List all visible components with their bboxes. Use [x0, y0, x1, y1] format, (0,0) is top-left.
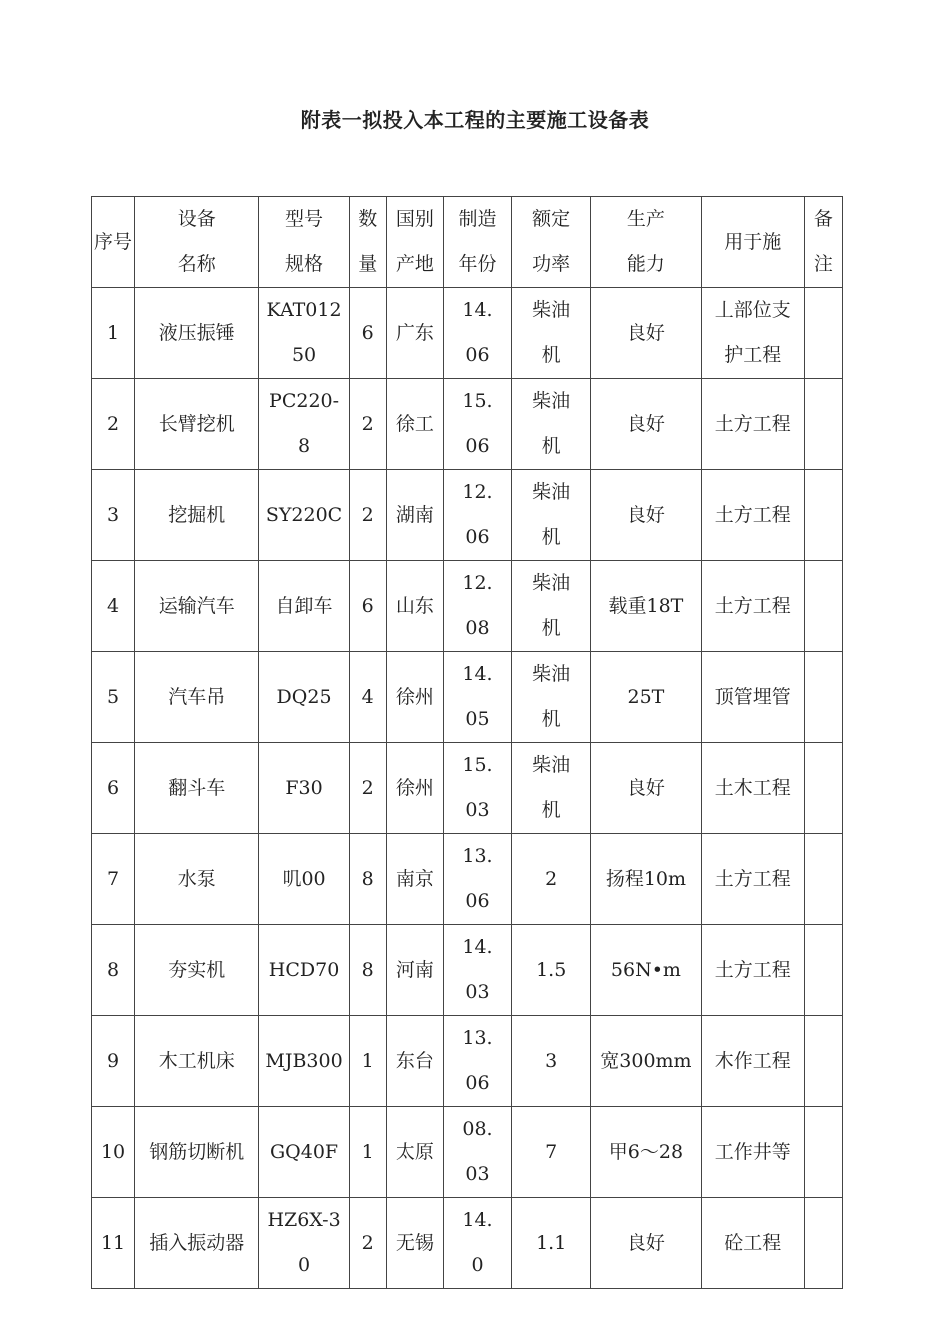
cell-usage: 土方工程: [701, 470, 804, 561]
cell-index: 6: [92, 743, 135, 834]
header-quantity: 数量: [349, 197, 386, 288]
cell-rated-power: 柴油机: [512, 652, 591, 743]
cell-origin: 东台: [386, 1016, 443, 1107]
cell-equipment-name: 水泵: [135, 834, 259, 925]
cell-index: 10: [92, 1107, 135, 1198]
header-rated-power: 额定功率: [512, 197, 591, 288]
cell-year: 15.03: [443, 743, 511, 834]
cell-capacity: 扬程10m: [591, 834, 701, 925]
cell-quantity: 1: [349, 1107, 386, 1198]
cell-origin: 徐州: [386, 743, 443, 834]
cell-index: 8: [92, 925, 135, 1016]
cell-year: 13.06: [443, 834, 511, 925]
cell-capacity: 甲6〜28: [591, 1107, 701, 1198]
table-row: [92, 1107, 843, 1198]
cell-rated-power: 2: [512, 834, 591, 925]
cell-index: 3: [92, 470, 135, 561]
cell-model: HCD70: [259, 925, 349, 1016]
table-row: [92, 743, 843, 834]
header-model: 型号规格: [259, 197, 349, 288]
cell-model: MJB300: [259, 1016, 349, 1107]
cell-remarks: [804, 561, 842, 652]
header-capacity: 生产能力: [591, 197, 701, 288]
page-title: 附表一拟投入本工程的主要施工设备表: [300, 108, 650, 132]
cell-capacity: 56N•m: [591, 925, 701, 1016]
table-row: [92, 470, 843, 561]
cell-equipment-name: 挖掘机: [135, 470, 259, 561]
cell-rated-power: 柴油机: [512, 379, 591, 470]
table-header-row: [92, 197, 843, 288]
cell-model: KAT01250: [259, 288, 349, 379]
cell-origin: 山东: [386, 561, 443, 652]
cell-origin: 湖南: [386, 470, 443, 561]
cell-index: 7: [92, 834, 135, 925]
cell-origin: 太原: [386, 1107, 443, 1198]
cell-quantity: 2: [349, 1198, 386, 1289]
cell-capacity: 良好: [591, 288, 701, 379]
cell-rated-power: 柴油机: [512, 561, 591, 652]
cell-year: 15.06: [443, 379, 511, 470]
cell-rated-power: 柴油机: [512, 743, 591, 834]
cell-remarks: [804, 288, 842, 379]
cell-equipment-name: 运输汽车: [135, 561, 259, 652]
equipment-table: [91, 196, 843, 1289]
cell-year: 12.06: [443, 470, 511, 561]
cell-usage: 土方工程: [701, 925, 804, 1016]
table-row: [92, 561, 843, 652]
cell-capacity: 良好: [591, 379, 701, 470]
cell-rated-power: 柴油机: [512, 288, 591, 379]
cell-quantity: 2: [349, 743, 386, 834]
cell-model: 叽00: [259, 834, 349, 925]
header-remarks: 备注: [804, 197, 842, 288]
cell-quantity: 8: [349, 925, 386, 1016]
cell-year: 14.03: [443, 925, 511, 1016]
cell-usage: 工作井等: [701, 1107, 804, 1198]
cell-remarks: [804, 743, 842, 834]
cell-rated-power: 7: [512, 1107, 591, 1198]
cell-year: 12.08: [443, 561, 511, 652]
cell-index: 2: [92, 379, 135, 470]
cell-remarks: [804, 470, 842, 561]
cell-capacity: 良好: [591, 743, 701, 834]
cell-model: SY220C: [259, 470, 349, 561]
cell-usage: 土方工程: [701, 561, 804, 652]
cell-quantity: 4: [349, 652, 386, 743]
cell-model: GQ40F: [259, 1107, 349, 1198]
cell-remarks: [804, 1016, 842, 1107]
cell-year: 14.06: [443, 288, 511, 379]
cell-rated-power: 1.5: [512, 925, 591, 1016]
header-year: 制造年份: [443, 197, 511, 288]
cell-year: 13.06: [443, 1016, 511, 1107]
cell-capacity: 宽300mm: [591, 1016, 701, 1107]
header-index: 序号: [92, 197, 135, 288]
cell-rated-power: 1.1: [512, 1198, 591, 1289]
table-row: [92, 288, 843, 379]
cell-equipment-name: 翻斗车: [135, 743, 259, 834]
cell-origin: 徐工: [386, 379, 443, 470]
cell-index: 5: [92, 652, 135, 743]
cell-equipment-name: 汽车吊: [135, 652, 259, 743]
table-row: [92, 925, 843, 1016]
cell-equipment-name: 夯实机: [135, 925, 259, 1016]
header-origin: 国别产地: [386, 197, 443, 288]
cell-quantity: 1: [349, 1016, 386, 1107]
cell-usage: 顶管埋管: [701, 652, 804, 743]
cell-remarks: [804, 925, 842, 1016]
table-row: [92, 652, 843, 743]
cell-origin: 河南: [386, 925, 443, 1016]
cell-model: F30: [259, 743, 349, 834]
cell-usage: 砼工程: [701, 1198, 804, 1289]
cell-usage: 土方工程: [701, 379, 804, 470]
cell-usage: 土方工程: [701, 834, 804, 925]
cell-capacity: 良好: [591, 470, 701, 561]
cell-remarks: [804, 1198, 842, 1289]
cell-model: 自卸车: [259, 561, 349, 652]
cell-origin: 徐州: [386, 652, 443, 743]
cell-index: 1: [92, 288, 135, 379]
cell-index: 11: [92, 1198, 135, 1289]
cell-equipment-name: 插入振动器: [135, 1198, 259, 1289]
cell-quantity: 6: [349, 561, 386, 652]
cell-remarks: [804, 652, 842, 743]
header-usage: 用于施: [701, 197, 804, 288]
cell-equipment-name: 长臂挖机: [135, 379, 259, 470]
cell-usage: 丄部位支护工程: [701, 288, 804, 379]
cell-usage: 土木工程: [701, 743, 804, 834]
cell-remarks: [804, 379, 842, 470]
cell-model: DQ25: [259, 652, 349, 743]
table-row: [92, 379, 843, 470]
cell-origin: 南京: [386, 834, 443, 925]
cell-capacity: 25T: [591, 652, 701, 743]
table-row: [92, 1016, 843, 1107]
cell-year: 08.03: [443, 1107, 511, 1198]
cell-capacity: 良好: [591, 1198, 701, 1289]
cell-rated-power: 3: [512, 1016, 591, 1107]
cell-equipment-name: 液压振锤: [135, 288, 259, 379]
table-row: [92, 1198, 843, 1289]
cell-quantity: 8: [349, 834, 386, 925]
cell-capacity: 载重18T: [591, 561, 701, 652]
cell-remarks: [804, 1107, 842, 1198]
cell-model: HZ6X-30: [259, 1198, 349, 1289]
table-row: [92, 834, 843, 925]
cell-model: PC220-8: [259, 379, 349, 470]
cell-equipment-name: 木工机床: [135, 1016, 259, 1107]
cell-usage: 木作工程: [701, 1016, 804, 1107]
cell-rated-power: 柴油机: [512, 470, 591, 561]
cell-year: 14.05: [443, 652, 511, 743]
cell-quantity: 2: [349, 379, 386, 470]
cell-index: 9: [92, 1016, 135, 1107]
header-equipment-name: 设备名称: [135, 197, 259, 288]
cell-origin: 无锡: [386, 1198, 443, 1289]
cell-equipment-name: 钢筋切断机: [135, 1107, 259, 1198]
cell-year: 14.0: [443, 1198, 511, 1289]
cell-index: 4: [92, 561, 135, 652]
cell-origin: 广东: [386, 288, 443, 379]
cell-quantity: 2: [349, 470, 386, 561]
cell-remarks: [804, 834, 842, 925]
cell-quantity: 6: [349, 288, 386, 379]
